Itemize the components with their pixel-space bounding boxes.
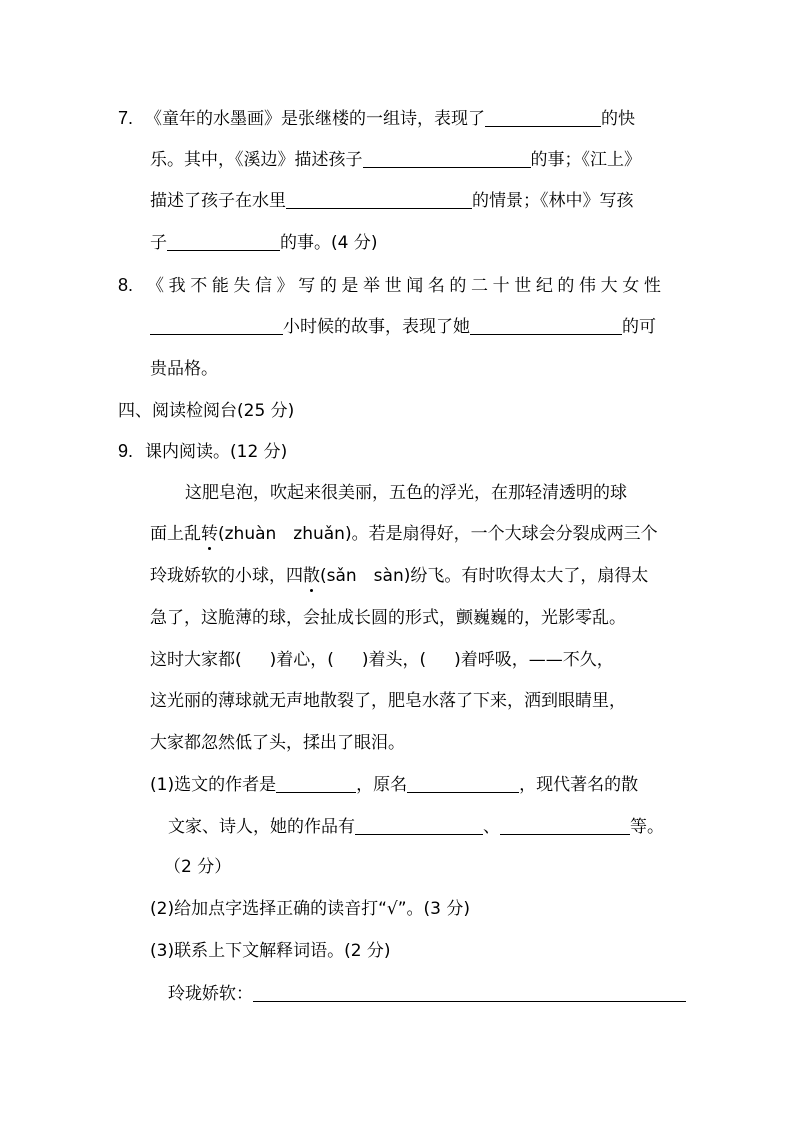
q7-blank-3[interactable]	[286, 190, 472, 209]
q7-line-1: 7. 《童年的水墨画》是张继楼的一组诗，表现了 的快	[118, 108, 636, 129]
q8-line-2: 小时候的故事，表现了她 的可	[150, 315, 656, 339]
works-blank-1[interactable]	[355, 816, 483, 835]
q8-line-3: 贵品格。	[150, 359, 218, 379]
dotted-char-zhuan: 转	[201, 524, 218, 544]
q9-number: 9.	[118, 441, 134, 461]
passage-line-6: 这光丽的薄球就无声地散裂了，肥皂水落了下来，洒到眼睛里，	[150, 691, 626, 711]
definition-blank[interactable]	[253, 983, 686, 1002]
q7-blank-1[interactable]	[485, 108, 601, 127]
original-name-blank[interactable]	[407, 774, 519, 793]
passage-line-4: 急了，这脆薄的球，会扯成长圆的形式，颤巍巍的，光影零乱。	[150, 608, 626, 628]
q8-number: 8.	[118, 275, 134, 295]
section-4-heading: 四、阅读检阅台(25 分)	[118, 401, 295, 421]
subq-3: (3)联系上下文解释词语。(2 分)	[150, 941, 391, 961]
passage-line-5: 这时大家都( )着心，( )着头，( )着呼吸，——不久，	[150, 650, 614, 670]
q7-line-4: 子 的事。(4 分)	[150, 233, 378, 253]
q8-blank-1[interactable]	[150, 316, 283, 335]
subq-1-score: （2 分）	[164, 857, 232, 877]
subq-2: (2)给加点字选择正确的读音打“√”。(3 分)	[150, 899, 471, 919]
subq-1-line-1: (1)选文的作者是 ，原名 ，现代著名的散	[150, 775, 639, 795]
q7-line-3: 描述了孩子在水里 的情景；《林中》写孩	[150, 191, 634, 211]
subq-1-line-2: 文家、诗人，她的作品有 、 等。	[168, 817, 664, 837]
dotted-char-san: 散	[303, 566, 320, 586]
q7-line-2: 乐。其中，《溪边》描述孩子 的事；《江上》	[150, 150, 641, 170]
q8-line-1: 8. 《我不能失信》写的是举世闻名的二十世纪的伟大女性	[118, 275, 666, 296]
subq-3-answer-line: 玲珑娇软：	[168, 982, 686, 1006]
q8-blank-2[interactable]	[470, 316, 622, 335]
q9-title-line: 9. 课内阅读。(12 分)	[118, 441, 288, 462]
passage-line-2: 面上乱转(zhuàn zhuǎn)。若是扇得好，一个大球会分裂成两三个	[150, 524, 658, 544]
q7-number: 7.	[118, 108, 134, 128]
passage-line-1: 这肥皂泡，吹起来很美丽，五色的浮光，在那轻清透明的球	[185, 483, 627, 503]
q7-blank-4[interactable]	[167, 232, 280, 251]
passage-line-7: 大家都忽然低了头，揉出了眼泪。	[150, 733, 405, 753]
q7-blank-2[interactable]	[363, 149, 531, 168]
works-blank-2[interactable]	[500, 816, 630, 835]
passage-line-3: 玲珑娇软的小球，四散(sǎn sàn)纷飞。有时吹得太大了，扇得太	[150, 566, 649, 586]
author-blank[interactable]	[276, 774, 356, 793]
